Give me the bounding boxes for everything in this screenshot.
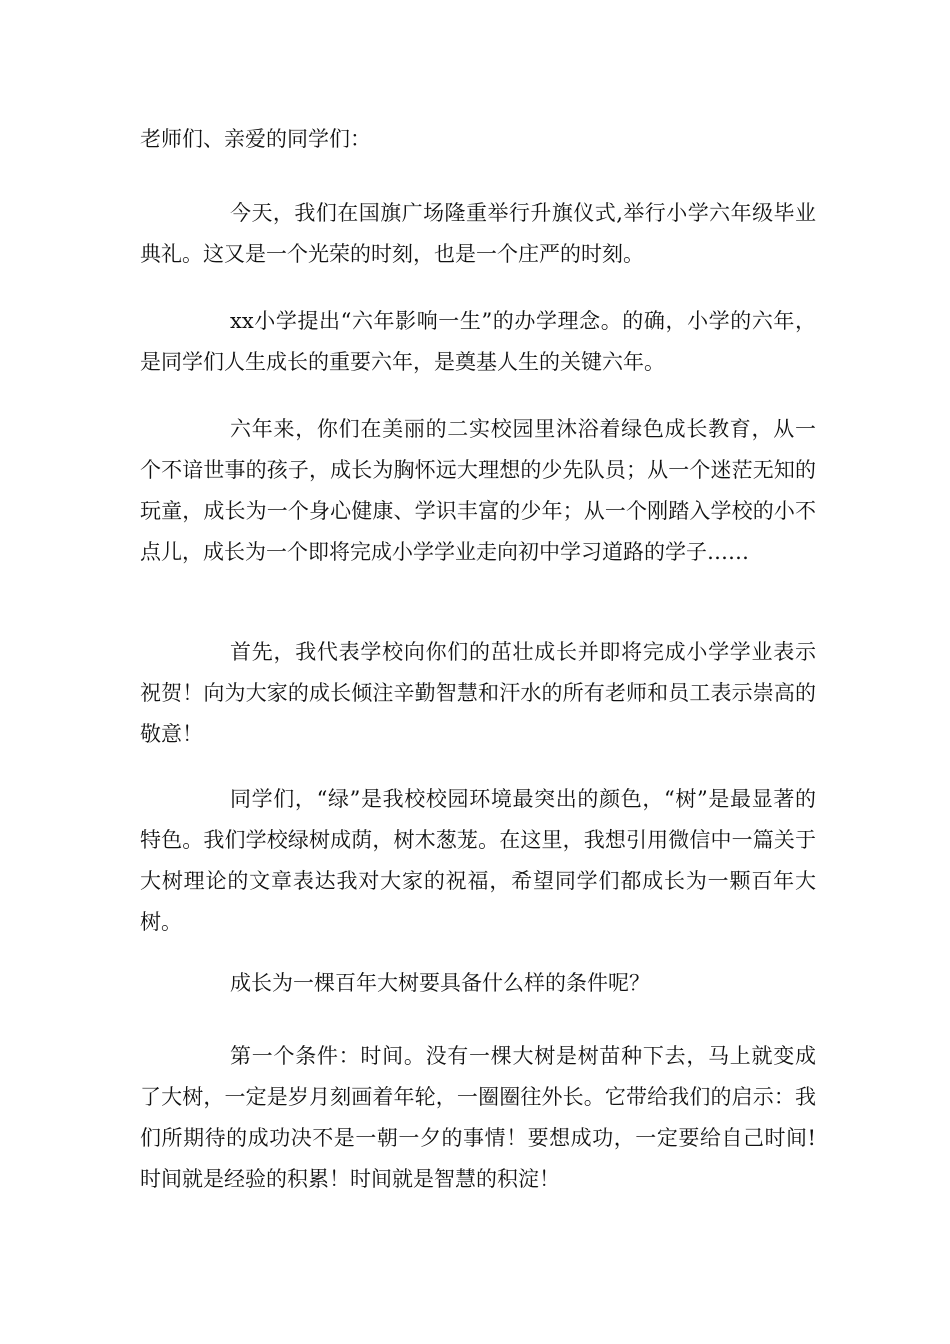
salutation-block (140, 119, 816, 160)
paragraph-4-block (140, 632, 816, 755)
paragraph-5: 同学们，“绿”是我校校园环境最突出的颜色，“树”是最显著的特色。我们学校绿树成荫，树木葱茏。在这里，我想引用微信中一篇关于大树理论的文章表达我对大家的祝福，希望同学们都成长为一颗百年大树。 (140, 787, 816, 934)
paragraph-3-block (140, 409, 816, 573)
paragraph-1-block (140, 193, 816, 275)
salutation: 老师们、亲爱的同学们： (140, 127, 371, 151)
paragraph-6: 成长为一棵百年大树要具备什么样的条件呢？ (230, 971, 650, 995)
paragraph-2: xx小学提出“六年影响一生”的办学理念。的确，小学的六年，是同学们人生成长的重要六年，是奠基人生的关键六年。 (140, 309, 816, 374)
paragraph-3: 六年来，你们在美丽的二实校园里沐浴着绿色成长教育，从一个不谙世事的孩子，成长为胸怀远大理想的少先队员；从一个迷茫无知的玩童，成长为一个身心健康、学识丰富的少年；从一个刚踏入学校的小不点儿，成长为一个即将完成小学学业走向初中学习道路的学子…… (140, 417, 816, 564)
paragraph-1: 今天，我们在国旗广场隆重举行升旗仪式,举行小学六年级毕业典礼。这又是一个光荣的时刻，也是一个庄严的时刻。 (140, 201, 816, 266)
paragraph-5-block (140, 779, 816, 943)
paragraph-7-block (140, 1036, 816, 1200)
paragraph-7: 第一个条件：时间。没有一棵大树是树苗种下去，马上就变成了大树，一定是岁月刻画着年轮，一圈圈往外长。它带给我们的启示：我们所期待的成功决不是一朝一夕的事情！要想成功，一定要给自己时间!时间就是经验的积累！时间就是智慧的积淀！ (140, 1044, 816, 1191)
paragraph-2-block (140, 301, 816, 383)
paragraph-6-block (140, 963, 816, 1004)
paragraph-4: 首先，我代表学校向你们的茁壮成长并即将完成小学学业表示祝贺！向为大家的成长倾注辛勤智慧和汗水的所有老师和员工表示崇高的敬意！ (140, 640, 816, 746)
